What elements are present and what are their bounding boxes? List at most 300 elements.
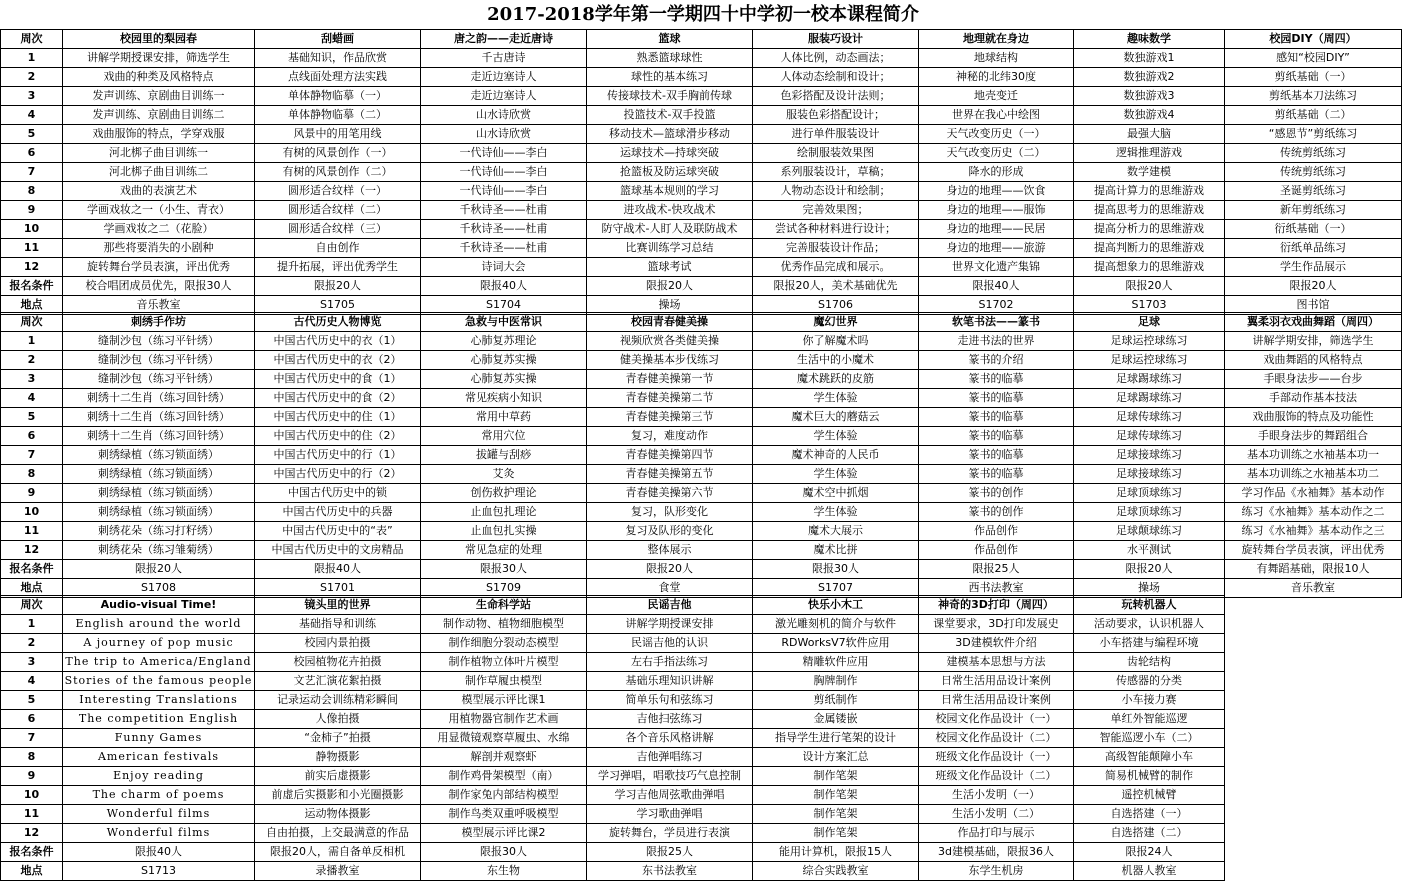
session-cell: 剪纸基础（二） (1225, 106, 1402, 125)
session-cell: 生活中的小魔术 (753, 351, 919, 370)
session-cell: 提高思考力的思维游戏 (1074, 201, 1225, 220)
week-row (1, 653, 1402, 672)
session-cell: 常用穴位 (421, 427, 587, 446)
session-cell: 高级智能颠障小车 (1074, 748, 1225, 767)
location-cell: S1713 (63, 862, 255, 881)
week-row (1, 446, 1402, 465)
week-number: 12 (1, 824, 63, 843)
session-cell: 中国古代历史中的食（1） (255, 370, 421, 389)
session-cell: 传统剪纸练习 (1225, 144, 1402, 163)
session-cell: 移动技术—篮球滑步移动 (587, 125, 753, 144)
session-cell: 建模基本思想与方法 (919, 653, 1074, 672)
requirement-cell: 限报20人 (63, 560, 255, 579)
session-cell: 提高计算力的思维游戏 (1074, 182, 1225, 201)
course-title: 服装巧设计 (753, 30, 919, 49)
location-cell: S1703 (1074, 296, 1225, 315)
session-cell: RDWorksV7软件应用 (753, 634, 919, 653)
session-cell: 制作笔架 (753, 767, 919, 786)
session-cell: 齿轮结构 (1074, 653, 1225, 672)
session-cell: 足球运控球练习 (1074, 332, 1225, 351)
session-cell: 制作鸟类双重呼吸模型 (421, 805, 587, 824)
location-cell: S1708 (63, 579, 255, 598)
week-row (1, 87, 1402, 106)
session-cell: 3D建模软件介绍 (919, 634, 1074, 653)
session-cell: The charm of poems (63, 786, 255, 805)
course-title: 软笔书法——篆书 (919, 313, 1074, 332)
session-cell: 数独游戏3 (1074, 87, 1225, 106)
location-cell: 西书法教室 (919, 579, 1074, 598)
session-cell: 提高分析力的思维游戏 (1074, 220, 1225, 239)
week-number: 11 (1, 805, 63, 824)
course-title: 篮球 (587, 30, 753, 49)
session-cell: 中国古代历史中的锁 (255, 484, 421, 503)
session-cell: 金属镂嵌 (753, 710, 919, 729)
session-cell: 服装色彩搭配设计； (753, 106, 919, 125)
session-cell: 基础指导和训练 (255, 615, 421, 634)
session-cell: 基础知识，作品欣赏 (255, 49, 421, 68)
week-row (1, 484, 1402, 503)
session-cell: 系列服装设计，草稿； (753, 163, 919, 182)
empty-cell (1225, 805, 1402, 824)
session-cell: 制作家兔内部结构模型 (421, 786, 587, 805)
week-row (1, 389, 1402, 408)
requirement-cell: 限报20人，需自备单反相机 (255, 843, 421, 862)
course-title: 生命科学站 (421, 596, 587, 615)
location-cell: 音乐教室 (1225, 579, 1402, 598)
empty-cell (1225, 786, 1402, 805)
week-row (1, 106, 1402, 125)
requirement-label: 报名条件 (1, 277, 63, 296)
empty-cell (1225, 691, 1402, 710)
session-cell: 色彩搭配及设计法则； (753, 87, 919, 106)
session-cell: 降水的形成 (919, 163, 1074, 182)
session-cell: 基本功训练之水袖基本功一 (1225, 446, 1402, 465)
session-cell: 校园文化作品设计（二） (919, 729, 1074, 748)
session-cell: Interesting Translations (63, 691, 255, 710)
session-cell: 学生体验 (753, 503, 919, 522)
session-cell: The competition English (63, 710, 255, 729)
location-cell: 录播教室 (255, 862, 421, 881)
session-cell: 刺绣绿植（练习锁面绣） (63, 484, 255, 503)
week-row (1, 710, 1402, 729)
course-title: 校园里的梨园春 (63, 30, 255, 49)
session-cell: 一代诗仙——李白 (421, 144, 587, 163)
session-cell: 左右手指法练习 (587, 653, 753, 672)
week-row (1, 163, 1402, 182)
course-title: 翼柔羽衣戏曲舞蹈（周四） (1225, 313, 1402, 332)
course-title: 刮蜡画 (255, 30, 421, 49)
session-cell: American festivals (63, 748, 255, 767)
session-cell: 简单乐句和弦练习 (587, 691, 753, 710)
session-cell: 缝制沙包（练习平针绣） (63, 351, 255, 370)
session-cell: 中国古代历史中的“表” (255, 522, 421, 541)
requirement-cell: 限报40人 (919, 277, 1074, 296)
session-cell: 逻辑推理游戏 (1074, 144, 1225, 163)
week-row (1, 427, 1402, 446)
session-cell: 设计方案汇总 (753, 748, 919, 767)
requirement-row (1, 843, 1402, 862)
session-cell: 艾灸 (421, 465, 587, 484)
session-cell: 指导学生进行笔架的设计 (753, 729, 919, 748)
requirement-cell: 限报30人 (421, 843, 587, 862)
session-cell: 自选搭建（一） (1074, 805, 1225, 824)
session-cell: 用显微镜观察草履虫、水绵 (421, 729, 587, 748)
session-cell: 完善服装设计作品； (753, 239, 919, 258)
location-cell: S1704 (421, 296, 587, 315)
course-title: 快乐小木工 (753, 596, 919, 615)
week-number: 1 (1, 49, 63, 68)
requirement-cell: 限报20人 (1074, 560, 1225, 579)
session-cell: 拔罐与刮痧 (421, 446, 587, 465)
session-cell: 人体比例，动态画法； (753, 49, 919, 68)
week-header: 周次 (1, 30, 63, 49)
location-cell: S1702 (919, 296, 1074, 315)
session-cell: “感恩节”剪纸练习 (1225, 125, 1402, 144)
session-cell: 人像拍摄 (255, 710, 421, 729)
week-row (1, 786, 1402, 805)
session-cell: 校园文化作品设计（一） (919, 710, 1074, 729)
requirement-row (1, 560, 1402, 579)
session-cell: 篆书的创作 (919, 503, 1074, 522)
course-title: 刺绣手作坊 (63, 313, 255, 332)
location-cell: 音乐教室 (63, 296, 255, 315)
week-number: 4 (1, 106, 63, 125)
week-row (1, 220, 1402, 239)
session-cell: 圆形适合纹样（二） (255, 201, 421, 220)
week-number: 11 (1, 239, 63, 258)
session-cell: Wonderful films (63, 824, 255, 843)
session-cell: 山水诗欣赏 (421, 106, 587, 125)
session-cell: 整体展示 (587, 541, 753, 560)
session-cell: 刺绣十二生肖（练习回针绣） (63, 408, 255, 427)
course-title: 趣味数学 (1074, 30, 1225, 49)
session-cell: 刺绣绿植（练习锁面绣） (63, 503, 255, 522)
session-cell: 中国古代历史中的食（2） (255, 389, 421, 408)
requirement-cell: 限报25人 (919, 560, 1074, 579)
session-cell: 发声训练、京剧曲目训练一 (63, 87, 255, 106)
session-cell: 运动物体摄影 (255, 805, 421, 824)
session-cell: 中国古代历史中的文房精品 (255, 541, 421, 560)
week-number: 12 (1, 258, 63, 277)
week-number: 7 (1, 446, 63, 465)
session-cell: 地球结构 (919, 49, 1074, 68)
session-cell: 走近边塞诗人 (421, 87, 587, 106)
session-cell: 心肺复苏理论 (421, 332, 587, 351)
session-cell: 吉他弹唱练习 (587, 748, 753, 767)
session-cell: 作品打印与展示 (919, 824, 1074, 843)
session-cell: 学生体验 (753, 465, 919, 484)
session-cell: 优秀作品完成和展示。 (753, 258, 919, 277)
session-cell: 学生作品展示 (1225, 258, 1402, 277)
session-cell: 单体静物临摹（二） (255, 106, 421, 125)
session-cell: 制作笔架 (753, 824, 919, 843)
week-number: 6 (1, 427, 63, 446)
course-title: 镜头里的世界 (255, 596, 421, 615)
course-title: 魔幻世界 (753, 313, 919, 332)
week-row (1, 522, 1402, 541)
session-cell: 作品创作 (919, 522, 1074, 541)
requirement-cell: 限报20人 (1074, 277, 1225, 296)
session-cell: 比赛训练学习总结 (587, 239, 753, 258)
week-number: 2 (1, 68, 63, 87)
session-cell: 单红外智能巡逻 (1074, 710, 1225, 729)
week-number: 3 (1, 653, 63, 672)
week-row (1, 729, 1402, 748)
session-cell: 篆书的临摹 (919, 427, 1074, 446)
session-cell: 天气改变历史（二） (919, 144, 1074, 163)
session-cell: 简易机械臂的制作 (1074, 767, 1225, 786)
session-cell: The trip to America/England (63, 653, 255, 672)
session-cell: 基本功训练之水袖基本功二 (1225, 465, 1402, 484)
session-cell: 复习，难度动作 (587, 427, 753, 446)
session-cell: 常用中草药 (421, 408, 587, 427)
session-cell: 中国古代历史中的行（2） (255, 465, 421, 484)
session-cell: 身边的地理——饮食 (919, 182, 1074, 201)
session-cell: 衍纸单品练习 (1225, 239, 1402, 258)
session-cell: 制作动物、植物细胞模型 (421, 615, 587, 634)
session-cell: 前实后虚摄影 (255, 767, 421, 786)
location-cell: S1709 (421, 579, 587, 598)
session-cell: 有树的风景创作（二） (255, 163, 421, 182)
session-cell: 圆形适合纹样（一） (255, 182, 421, 201)
session-cell: 刺绣花朵（练习打籽绣） (63, 522, 255, 541)
week-row (1, 68, 1402, 87)
session-cell: 青春健美操第二节 (587, 389, 753, 408)
requirement-cell: 限报40人 (255, 560, 421, 579)
session-cell: 学习弹唱，唱歌技巧气息控制 (587, 767, 753, 786)
week-row (1, 144, 1402, 163)
session-cell: 足球传球练习 (1074, 427, 1225, 446)
requirement-label: 报名条件 (1, 843, 63, 862)
week-row (1, 465, 1402, 484)
session-cell: 记录运动会训练精彩瞬间 (255, 691, 421, 710)
session-cell: 自由拍摄，上交最满意的作品 (255, 824, 421, 843)
session-cell: 身边的地理——服饰 (919, 201, 1074, 220)
week-number: 9 (1, 201, 63, 220)
week-header: 周次 (1, 596, 63, 615)
session-cell: 智能巡逻小车（二） (1074, 729, 1225, 748)
session-cell: 魔术大展示 (753, 522, 919, 541)
session-cell: 激光雕刻机的简介与软件 (753, 615, 919, 634)
session-cell: 校园植物花卉拍摄 (255, 653, 421, 672)
course-block-2 (0, 312, 1402, 598)
session-cell: 中国古代历史中的兵器 (255, 503, 421, 522)
session-cell: 前虚后实摄影和小光圈摄影 (255, 786, 421, 805)
session-cell: 讲解学期授课安排 (587, 615, 753, 634)
week-row (1, 634, 1402, 653)
location-cell: 东学生机房 (919, 862, 1074, 881)
session-cell: 有树的风景创作（一） (255, 144, 421, 163)
course-title: 神奇的3D打印（周四） (919, 596, 1074, 615)
course-title: 校园DIY（周四） (1225, 30, 1402, 49)
session-cell: 球性的基本练习 (587, 68, 753, 87)
session-cell: 诗词大会 (421, 258, 587, 277)
session-cell: 自由创作 (255, 239, 421, 258)
requirement-label: 报名条件 (1, 560, 63, 579)
location-cell: 机器人教室 (1074, 862, 1225, 881)
session-cell: 胸牌制作 (753, 672, 919, 691)
week-number: 4 (1, 389, 63, 408)
week-number: 8 (1, 465, 63, 484)
session-cell: Funny Games (63, 729, 255, 748)
session-cell: 青春健美操第一节 (587, 370, 753, 389)
week-number: 3 (1, 370, 63, 389)
requirement-cell: 限报30人 (421, 560, 587, 579)
session-cell: 制作笔架 (753, 786, 919, 805)
session-cell: 小车搭建与编程环境 (1074, 634, 1225, 653)
session-cell: 世界文化遗产集锦 (919, 258, 1074, 277)
session-cell: 健美操基本步伐练习 (587, 351, 753, 370)
session-cell: 绘制服装效果图 (753, 144, 919, 163)
empty-cell (1225, 862, 1402, 881)
session-cell: 学生体验 (753, 389, 919, 408)
session-cell: 衍纸基础（一） (1225, 220, 1402, 239)
session-cell: 制作草履虫模型 (421, 672, 587, 691)
session-cell: 常见急症的处理 (421, 541, 587, 560)
session-cell: 常见疾病小知识 (421, 389, 587, 408)
session-cell: 视频欣赏各类健美操 (587, 332, 753, 351)
week-number: 9 (1, 767, 63, 786)
session-cell: 进行单件服装设计 (753, 125, 919, 144)
course-title: 足球 (1074, 313, 1225, 332)
week-row (1, 672, 1402, 691)
session-cell: 刺绣花朵（练习雏菊绣） (63, 541, 255, 560)
session-cell: 中国古代历史中的衣（2） (255, 351, 421, 370)
week-row (1, 503, 1402, 522)
session-cell: 足球运控球练习 (1074, 351, 1225, 370)
session-cell: 中国古代历史中的行（1） (255, 446, 421, 465)
session-cell: 水平测试 (1074, 541, 1225, 560)
session-cell: 学习吉他周弦歌曲弹唱 (587, 786, 753, 805)
week-header: 周次 (1, 313, 63, 332)
session-cell: 生活小发明（一） (919, 786, 1074, 805)
week-number: 11 (1, 522, 63, 541)
week-number: 10 (1, 220, 63, 239)
location-cell: S1705 (255, 296, 421, 315)
session-cell: 日常生活用品设计案例 (919, 672, 1074, 691)
session-cell: 千古唐诗 (421, 49, 587, 68)
session-cell: 青春健美操第三节 (587, 408, 753, 427)
session-cell: 足球踢球练习 (1074, 389, 1225, 408)
week-number: 8 (1, 748, 63, 767)
session-cell: 提高判断力的思维游戏 (1074, 239, 1225, 258)
week-row (1, 824, 1402, 843)
session-cell: 传统剪纸练习 (1225, 163, 1402, 182)
session-cell: 足球接球练习 (1074, 446, 1225, 465)
course-title: 唐之韵——走近唐诗 (421, 30, 587, 49)
course-title: 民谣吉他 (587, 596, 753, 615)
location-label: 地点 (1, 296, 63, 315)
course-title: Audio-visual Time! (63, 596, 255, 615)
session-cell: 魔术跳跃的皮筋 (753, 370, 919, 389)
week-number: 12 (1, 541, 63, 560)
session-cell: 魔术空中抓烟 (753, 484, 919, 503)
session-cell: 创伤救护理论 (421, 484, 587, 503)
session-cell: 自选搭建（二） (1074, 824, 1225, 843)
session-cell: 篆书的临摹 (919, 389, 1074, 408)
requirement-cell: 限报40人 (421, 277, 587, 296)
session-cell: 一代诗仙——李白 (421, 182, 587, 201)
session-cell: 青春健美操第四节 (587, 446, 753, 465)
requirement-cell: 限报40人 (63, 843, 255, 862)
session-cell: 风景中的用笔用线 (255, 125, 421, 144)
location-cell: S1706 (753, 296, 919, 315)
session-cell: 足球踢球练习 (1074, 370, 1225, 389)
session-cell: 旋转舞台学员表演，评出优秀 (1225, 541, 1402, 560)
week-row (1, 351, 1402, 370)
week-number: 2 (1, 351, 63, 370)
location-label: 地点 (1, 862, 63, 881)
session-cell: 作品创作 (919, 541, 1074, 560)
session-cell: 魔术巨大的蘑菇云 (753, 408, 919, 427)
requirement-cell: 限报20人 (1225, 277, 1402, 296)
session-cell: 千秋诗圣——杜甫 (421, 220, 587, 239)
session-cell: 山水诗欣赏 (421, 125, 587, 144)
session-cell: 校园内景拍摄 (255, 634, 421, 653)
week-row (1, 201, 1402, 220)
session-cell: 手部动作基本技法 (1225, 389, 1402, 408)
week-row (1, 408, 1402, 427)
session-cell: 剪纸基础（一） (1225, 68, 1402, 87)
session-cell: 数独游戏4 (1074, 106, 1225, 125)
session-cell: A journey of pop music (63, 634, 255, 653)
session-cell: 剪纸基本刀法练习 (1225, 87, 1402, 106)
week-number: 6 (1, 710, 63, 729)
session-cell: 千秋诗圣——杜甫 (421, 239, 587, 258)
session-cell: 解剖并观察虾 (421, 748, 587, 767)
week-number: 10 (1, 503, 63, 522)
session-cell: 学画戏妆之一（小生、青衣） (63, 201, 255, 220)
session-cell: 投篮技术-双手投篮 (587, 106, 753, 125)
empty-cell (1225, 710, 1402, 729)
course-title: 玩转机器人 (1074, 596, 1225, 615)
header-row (1, 313, 1402, 332)
session-cell: 神秘的北纬30度 (919, 68, 1074, 87)
week-row (1, 370, 1402, 389)
session-cell: 止血包扎理论 (421, 503, 587, 522)
session-cell: 讲解学期授课安排，筛选学生 (63, 49, 255, 68)
session-cell: 人体动态绘制和设计； (753, 68, 919, 87)
session-cell: 练习《水袖舞》基本动作之二 (1225, 503, 1402, 522)
location-cell: 操场 (587, 296, 753, 315)
empty-cell (1225, 729, 1402, 748)
session-cell: 篆书的临摹 (919, 370, 1074, 389)
week-number: 7 (1, 163, 63, 182)
location-cell: 东书法教室 (587, 862, 753, 881)
session-cell: 课堂要求，3D打印发展史 (919, 615, 1074, 634)
session-cell: 篮球基本规则的学习 (587, 182, 753, 201)
session-cell: 人物动态设计和绘制； (753, 182, 919, 201)
session-cell: 完善效果图； (753, 201, 919, 220)
session-cell: 学习作品《水袖舞》基本动作 (1225, 484, 1402, 503)
session-cell: 世界在我心中绘图 (919, 106, 1074, 125)
session-cell: 旋转舞台，学员进行表演 (587, 824, 753, 843)
session-cell: 青春健美操第六节 (587, 484, 753, 503)
week-number: 7 (1, 729, 63, 748)
week-number: 8 (1, 182, 63, 201)
session-cell: 河北梆子曲目训练一 (63, 144, 255, 163)
session-cell: 戏曲的种类及风格特点 (63, 68, 255, 87)
location-label: 地点 (1, 579, 63, 598)
empty-cell (1225, 824, 1402, 843)
session-cell: 小车接力赛 (1074, 691, 1225, 710)
session-cell: 数学建模 (1074, 163, 1225, 182)
session-cell: 抢篮板及防运球突破 (587, 163, 753, 182)
empty-cell (1225, 653, 1402, 672)
session-cell: 篆书的临摹 (919, 446, 1074, 465)
requirement-cell: 3d建模基础，限报36人 (919, 843, 1074, 862)
page-title: 2017-2018学年第一学期四十中学初一校本课程简介 (487, 4, 919, 25)
